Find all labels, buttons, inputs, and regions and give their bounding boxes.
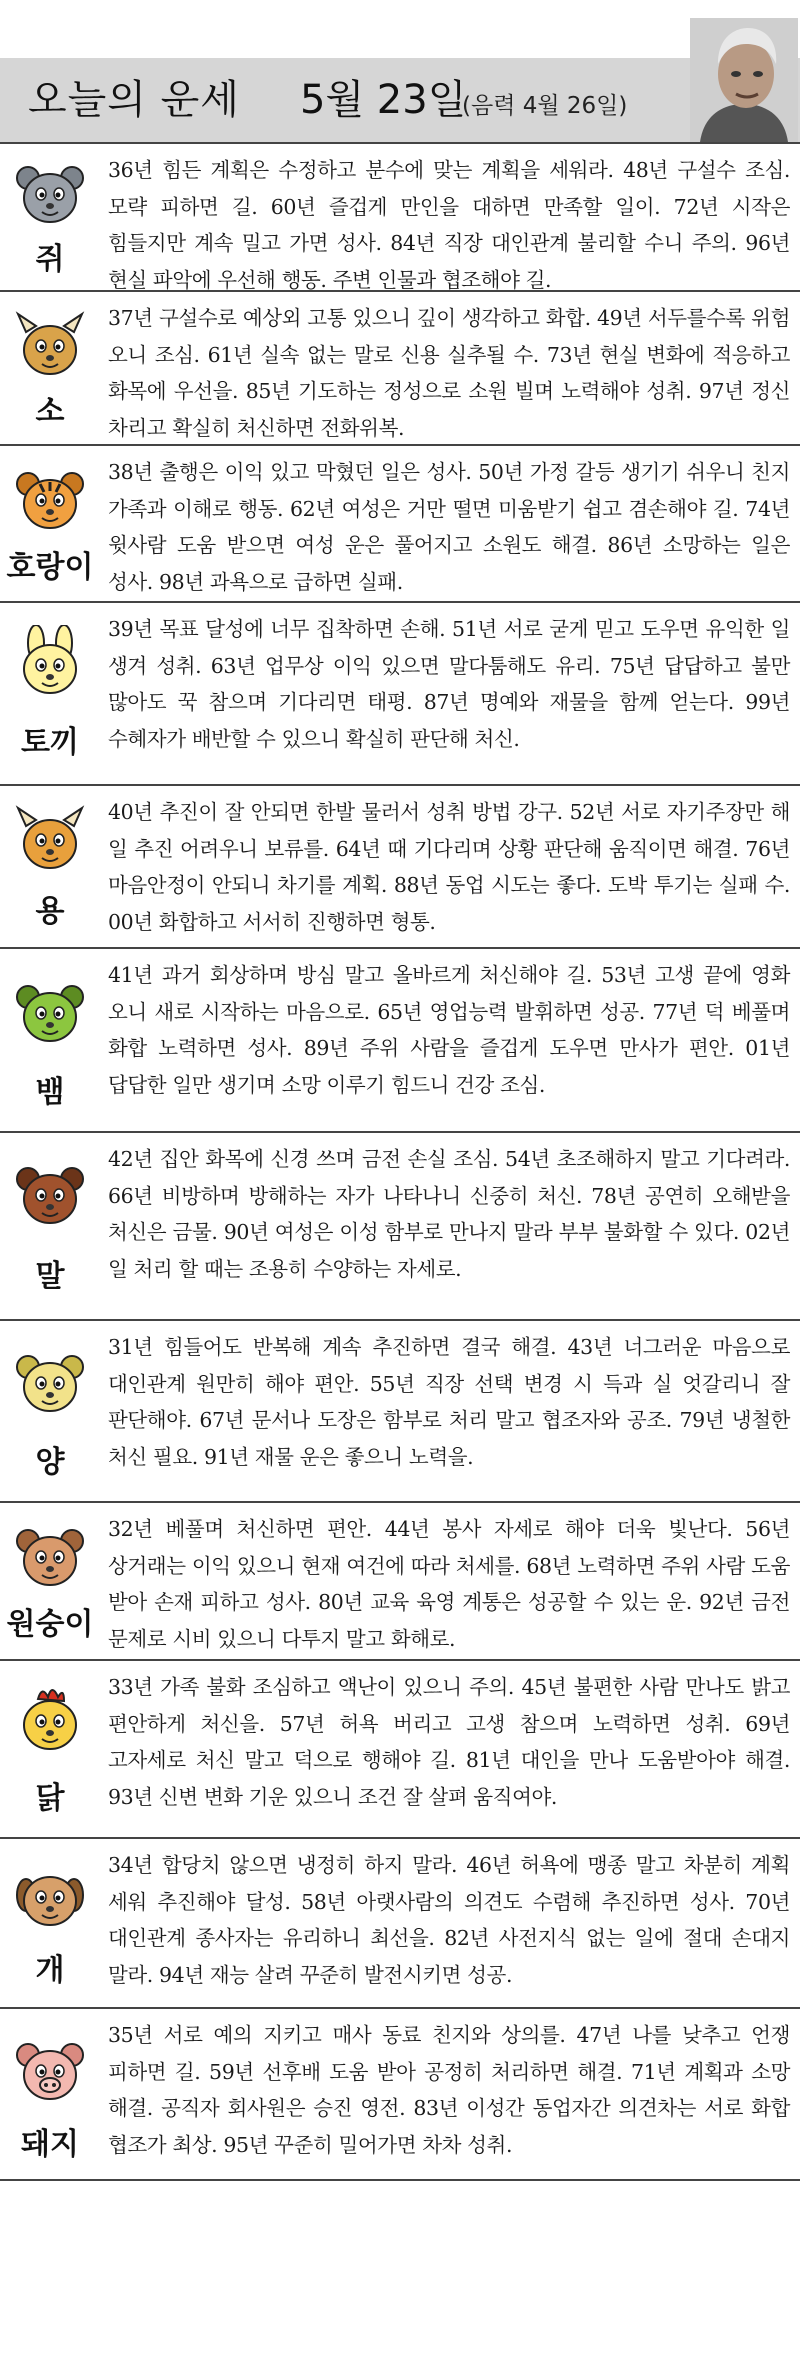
fortune-text: 39년 목표 달성에 너무 집착하면 손해. 51년 서로 굳게 믿고 도우면 유익한 일 생겨 성취. 63년 업무상 이익 있으면 말다툼해도 유리. 75년 답답하고 불만 많아도 꾹 참으며 기다리면 태평. 87년 명예와 재물을 함께 얻는다. 99년 수혜자가 배반할 수 있으니 확실히 판단해 처신. — [108, 617, 790, 751]
author-portrait-icon — [690, 18, 798, 142]
fortune-text: 34년 합당치 않으면 냉정히 하지 말라. 46년 허욕에 맹종 말고 차분히 계획 세워 추진해야 달성. 58년 아랫사람의 의견도 수렴해 추진하면 성사. 70년 대인관계 종사자는 유리하니 최선을. 82년 사전지식 없는 일에 절대 손대지 말라. 94년 재능 살려 꾸준히 발전시키면 성공. — [108, 1853, 790, 1987]
zodiac-row-pig — [0, 2009, 800, 2181]
fortune-text: 35년 서로 예의 지키고 매사 동료 친지와 상의를. 47년 나를 낮추고 언쟁 피하면 길. 59년 선후배 도움 받아 공정히 처리하면 해결. 71년 계획과 소망 해결. 공직자 회사원은 승진 영전. 83년 이성간 동업자간 의견차는 서로 화합 협조가 최상. 95년 꾸준히 밀어가면 차차 성취. — [108, 2023, 790, 2157]
zodiac-row-monkey — [0, 1503, 800, 1661]
fortune-text: 36년 힘든 계획은 수정하고 분수에 맞는 계획을 세워라. 48년 구설수 조심. 모략 피하면 길. 60년 즐겁게 만인을 대하면 만족할 일이. 72년 시작은 힘들지만 계속 밀고 가면 성사. 84년 직장 대인관계 불리할 수니 주의. 96년 현실 파악에 우선해 행동. 주변 인물과 협조해야 길. — [108, 158, 790, 292]
zodiac-name: 돼지 — [21, 2127, 79, 2162]
author-photo — [690, 18, 798, 142]
zodiac-sign — [0, 1321, 100, 1501]
cartoon-figure — [10, 2031, 90, 2111]
zodiac-row-ox — [0, 292, 800, 446]
lunar-date-label: (음력 4월 26일) — [462, 93, 628, 119]
horse-icon — [10, 1155, 90, 1235]
cartoon-figure — [10, 973, 90, 1053]
fortune-text: 41년 과거 회상하며 방심 말고 올바르게 처신해야 길. 53년 고생 끝에 영화 오니 새로 시작하는 마음으로. 65년 영업능력 발휘하면 성공. 77년 덕 베풀며 화합 노력하면 성사. 89년 주위 사람을 즐겁게 도우면 만사가 편안. 01년 답답한 일만 생기며 소망 이루기 힘드니 건강 조심. — [108, 963, 790, 1097]
fortune-text: 42년 집안 화목에 신경 쓰며 금전 손실 조심. 54년 초조해하지 말고 기다려라. 66년 비방하며 방해하는 자가 나타나니 신중히 처신. 78년 공연히 오해받을 처신은 금물. 90년 여성은 이성 함부로 만나지 말라 부부 불화할 수 있다. 02년 일 처리 할 때는 조용히 수양하는 자세로. — [108, 1147, 790, 1281]
cartoon-figure — [10, 460, 90, 540]
monkey-icon — [10, 1517, 90, 1597]
zodiac-row-rooster — [0, 1661, 800, 1839]
fortune-text: 32년 베풀며 처신하면 편안. 44년 봉사 자세로 해야 더욱 빛난다. 56년 상거래는 이익 있으니 현재 여건에 따라 처세를. 68년 노력하면 주위 사람 도움 받아 손재 피하고 성사. 80년 교육 육영 계통은 성공할 수 있는 운. 92년 금전 문제로 시비 있으니 다투지 말고 화해로. — [108, 1517, 790, 1651]
page-title: 오늘의 운세 — [28, 77, 240, 123]
zodiac-list — [0, 142, 800, 2181]
zodiac-sign — [0, 292, 100, 444]
cartoon-figure — [10, 625, 90, 705]
zodiac-row-rabbit — [0, 603, 800, 786]
zodiac-name: 닭 — [35, 1781, 65, 1816]
rat-icon — [10, 154, 90, 234]
zodiac-name: 뱀 — [35, 1075, 65, 1110]
rooster-icon — [10, 1681, 90, 1761]
dragon-icon — [10, 800, 90, 880]
cartoon-figure — [10, 154, 90, 234]
zodiac-sign — [0, 446, 100, 601]
zodiac-row-horse — [0, 1133, 800, 1321]
zodiac-sign — [0, 786, 100, 947]
zodiac-name: 쥐 — [35, 242, 65, 277]
zodiac-name: 말 — [35, 1259, 65, 1294]
zodiac-row-sheep — [0, 1321, 800, 1503]
sheep-icon — [10, 1343, 90, 1423]
cartoon-figure — [10, 1343, 90, 1423]
fortune-text: 38년 출행은 이익 있고 막혔던 일은 성사. 50년 가정 갈등 생기기 쉬우니 친지 가족과 이해로 행동. 62년 여성은 거만 떨면 미움받기 쉽고 겸손해야 길. 74년 윗사람 도움 받으면 여성 운은 풀어지고 소원도 해결. 86년 소망하는 일은 성사. 98년 과욕으로 급하면 실패. — [108, 460, 790, 594]
date-label: 5월 23일 — [300, 77, 467, 123]
zodiac-sign — [0, 1503, 100, 1659]
header-bar — [0, 58, 800, 142]
snake-icon — [10, 973, 90, 1053]
zodiac-name: 개 — [35, 1953, 65, 1988]
zodiac-sign — [0, 144, 100, 290]
zodiac-row-dragon — [0, 786, 800, 949]
zodiac-name: 양 — [35, 1445, 65, 1480]
zodiac-name: 원숭이 — [6, 1607, 94, 1642]
zodiac-row-rat — [0, 142, 800, 292]
zodiac-name: 토끼 — [21, 725, 79, 760]
dog-icon — [10, 1857, 90, 1937]
pig-icon — [10, 2031, 90, 2111]
ox-icon — [10, 306, 90, 386]
fortune-text: 37년 구설수로 예상외 고통 있으니 깊이 생각하고 화합. 49년 서두를수록 위험 오니 조심. 61년 실속 없는 말로 신용 실추될 수. 73년 현실 변화에 적응하고 화목에 우선을. 85년 기도하는 정성으로 소원 빌며 노력해야 성취. 97년 정신 차리고 확실히 처신하면 전화위복. — [108, 306, 791, 440]
zodiac-name: 용 — [35, 894, 65, 929]
zodiac-name: 소 — [35, 394, 65, 429]
zodiac-sign — [0, 1839, 100, 2007]
zodiac-sign — [0, 603, 100, 784]
zodiac-row-dog — [0, 1839, 800, 2009]
cartoon-figure — [10, 1155, 90, 1235]
fortune-text: 31년 힘들어도 반복해 계속 추진하면 결국 해결. 43년 너그러운 마음으로 대인관계 원만히 해야 편안. 55년 직장 선택 변경 시 득과 실 엇갈리니 잘 판단해야. 67년 문서나 도장은 함부로 처리 말고 협조자와 공조. 79년 냉철한 처신 필요. 91년 재물 운은 좋으니 노력을. — [108, 1335, 791, 1469]
cartoon-figure — [10, 1517, 90, 1597]
rabbit-icon — [10, 625, 90, 705]
zodiac-sign — [0, 949, 100, 1131]
zodiac-row-snake — [0, 949, 800, 1133]
cartoon-figure — [10, 1857, 90, 1937]
zodiac-sign — [0, 1133, 100, 1319]
cartoon-figure — [10, 306, 90, 386]
zodiac-sign — [0, 1661, 100, 1837]
cartoon-figure — [10, 1681, 90, 1761]
zodiac-name: 호랑이 — [6, 550, 94, 585]
zodiac-row-tiger — [0, 446, 800, 603]
tiger-icon — [10, 460, 90, 540]
cartoon-figure — [10, 800, 90, 880]
zodiac-sign — [0, 2009, 100, 2179]
fortune-text: 33년 가족 불화 조심하고 액난이 있으니 주의. 45년 불편한 사람 만나도 밝고 편안하게 처신을. 57년 허욕 버리고 고생 참으며 노력하면 성취. 69년 고자세로 처신 말고 덕으로 행해야 길. 81년 대인을 만나 도움받아야 해결. 93년 신변 변화 기운 있으니 조건 잘 살펴 움직여야. — [108, 1675, 791, 1809]
fortune-text: 40년 추진이 잘 안되면 한발 물러서 성취 방법 강구. 52년 서로 자기주장만 해 일 추진 어려우니 보류를. 64년 때 기다리며 상황 판단해 움직이면 해결. 76년 마음안정이 안되니 차기를 계획. 88년 동업 시도는 좋다. 도박 투기는 실패 수. 00년 화합하고 서서히 진행하면 형통. — [108, 800, 790, 934]
